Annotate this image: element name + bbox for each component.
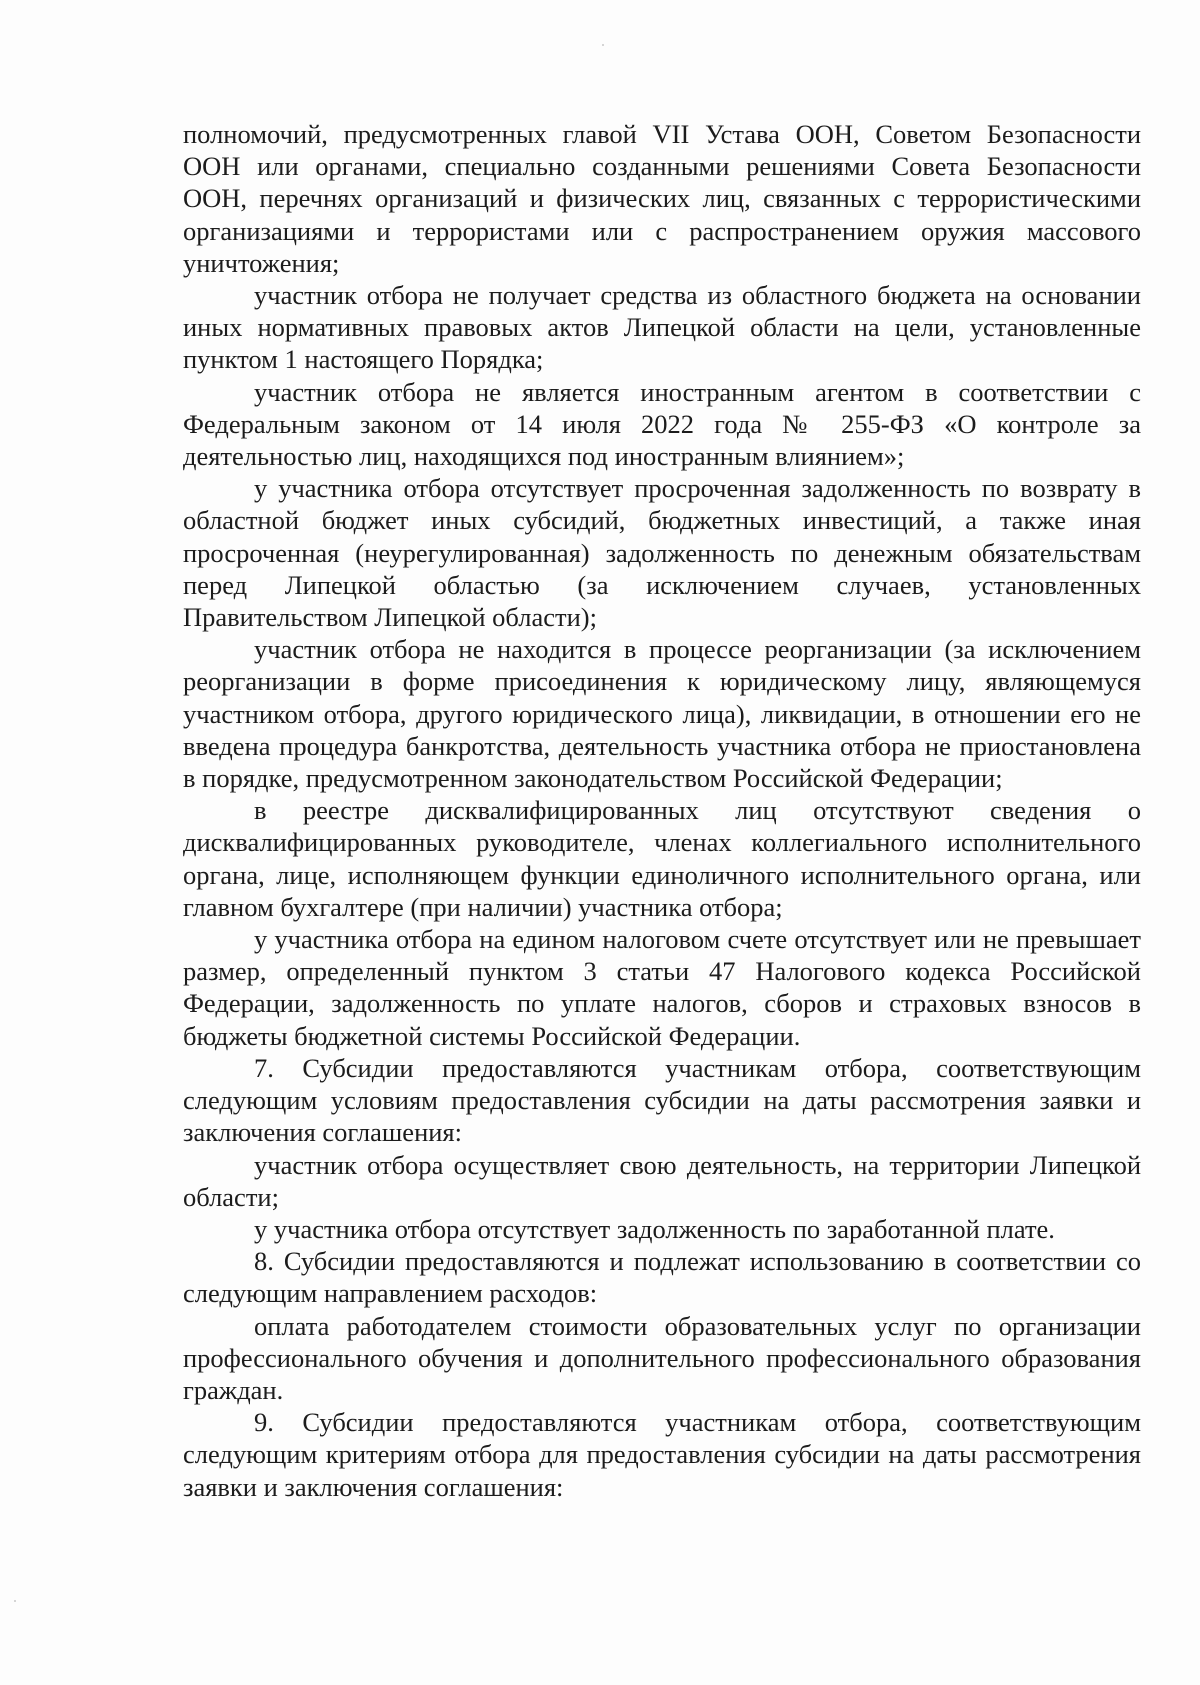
paragraph-expense-direction: оплата работодателем стоимости образовательных услуг по организации профессионального обучения и дополнительного профессионального образования граждан.: [183, 1310, 1141, 1405]
paragraph-no-overdue-debt: у участника отбора отсутствует просроченная задолженность по возврату в областной бюджет иных субсидий, бюджетных инвестиций, а также иная просроченная (неурегулированная) задолженность по денежным обязательствам перед Липецкой областью (за исключением случаев, установленных Правительством Липецкой области);: [183, 473, 1141, 633]
paragraph-item-9: 9. Субсидии предоставляются участникам отбора, соответствующим следующим критериям отбора для предоставления субсидии на даты рассмотрения заявки и заключения соглашения:: [183, 1407, 1141, 1502]
paragraph-disqualified-registry: в реестре дисквалифицированных лиц отсутствуют сведения о дисквалифицированных руководителе, членах коллегиального исполнительного органа, лице, исполняющем функции единоличного исполнительного органа, или главном бухгалтере (при наличии) участника отбора;: [183, 795, 1141, 922]
paragraph-tax-account: у участника отбора на едином налоговом счете отсутствует или не превышает размер, определенный пунктом 3 статьи 47 Налогового кодекса Российской Федерации, задолженность по уплате налогов, сборов и страховых взносов в бюджеты бюджетной системы Российской Федерации.: [183, 924, 1141, 1051]
scan-speck: [602, 44, 604, 46]
document-body: [183, 118, 1141, 1503]
paragraph-foreign-lists: полномочий, предусмотренных главой VII Устава ООН, Советом Безопасности ООН или органами, специально созданными решениями Совета Безопасности ООН, перечнях организаций и физических лиц, связанных с террористическими организациями и террористами или с распространением оружия массового уничтожения;: [183, 119, 1141, 278]
paragraph-item-7: 7. Субсидии предоставляются участникам отбора, соответствующим следующим условиям предоставления субсидии на даты рассмотрения заявки и заключения соглашения:: [183, 1052, 1141, 1148]
paragraph-not-foreign-agent: участник отбора не является иностранным агентом в соответствии с Федеральным законом от 14 июля 2022 года № 255-ФЗ «О контроле за деятельностью лиц, находящихся под иностранным влиянием»;: [183, 376, 1141, 472]
paragraph-item-8: 8. Субсидии предоставляются и подлежат использованию в соответствии со следующим направлением расходов:: [183, 1246, 1141, 1309]
paragraph-territory: участник отбора осуществляет свою деятельность, на территории Липецкой области;: [183, 1149, 1141, 1212]
scan-speck: [14, 1600, 16, 1602]
paragraph-no-reorganization: участник отбора не находится в процессе реорганизации (за исключением реорганизации в форме присоединения к юридическому лицу, являющемуся участником отбора, другого юридического лица), ликвидации, в отношении его не введена процедура банкротства, деятельность участника отбора не приостановлена в порядке, предусмотренном законодательством Российской Федерации;: [183, 634, 1141, 794]
paragraph-no-wage-debt: у участника отбора отсутствует задолженность по заработанной плате.: [254, 1213, 1055, 1244]
paragraph-no-regional-funds: участник отбора не получает средства из областного бюджета на основании иных нормативных правовых актов Липецкой области на цели, установленные пунктом 1 настоящего Порядка;: [183, 280, 1141, 375]
